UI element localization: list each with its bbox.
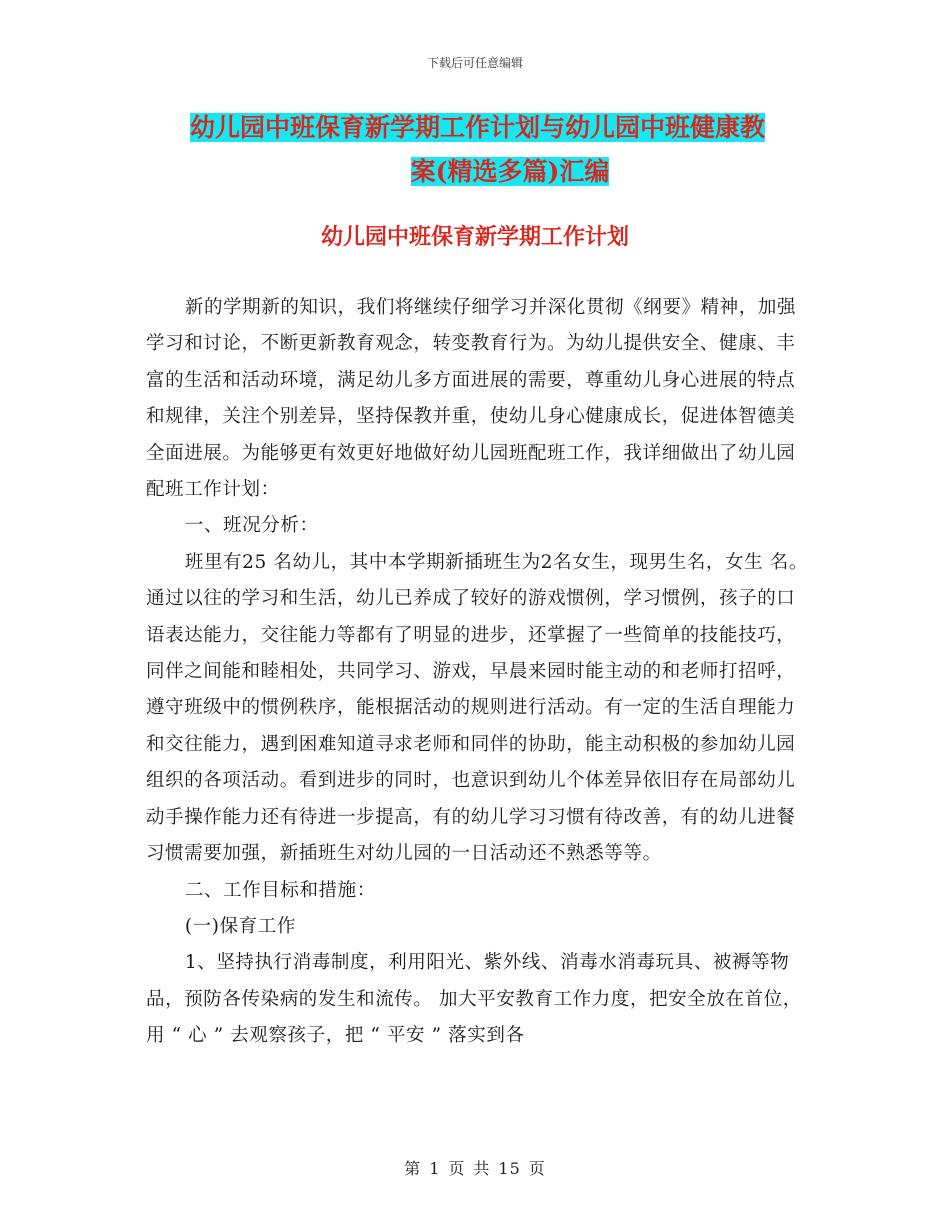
- footer-total-word: 共: [473, 1159, 491, 1178]
- footer-page-word: 页: [448, 1159, 466, 1178]
- title-line-1: 幼儿园中班保育新学期工作计划与幼儿园中班健康教: [190, 113, 766, 142]
- document-title: [190, 106, 810, 194]
- document-body: [146, 290, 810, 1055]
- footer-prefix: 第: [404, 1159, 422, 1178]
- care-work-item-1: 1、坚持执行消毒制度，利用阳光、紫外线、消毒水消毒玩具、被褥等物品，预防各传染病的发生和流传。 加大平安教育工作力度，把安全放在首位，用 “ 心 ” 去观察孩子，把 “ 平安 ” 落实到各: [146, 952, 802, 1047]
- page-footer: [0, 1156, 950, 1179]
- intro-paragraph: 新的学期新的知识，我们将继续仔细学习并深化贯彻《纲要》精神，加强学习和讨论，不断更新教育观念，转变教育行为。为幼儿提供安全、健康、丰富的生活和活动环境，满足幼儿多方面进展的需要，尊重幼儿身心进展的特点和规律，关注个别差异，坚持保教并重，使幼儿身心健康成长，促进体智德美全面进展。为能够更有效更好地做好幼儿园班配班工作，我详细做出了幼儿园配班工作计划：: [146, 297, 797, 501]
- title-line-2: 案(精选多篇)汇编: [410, 157, 610, 186]
- header-note: 下载后可任意编辑: [426, 56, 523, 70]
- heading-care-work: (一)保育工作: [184, 915, 296, 937]
- class-analysis-paragraph: 班里有25 名幼儿，其中本学期新插班生为2名女生，现男生名，女生 名。通过以往的学习和生活，幼儿已养成了较好的游戏惯例，学习惯例，孩子的口语表达能力，交往能力等都有了明显的进步，还掌握了一些简单的技能技巧，同伴之间能和睦相处，共同学习、游戏，早晨来园时能主动的和老师打招呼，遵守班级中的惯例秩序，能根据活动的规则进行活动。有一定的生活自理能力和交往能力，遇到困难知道寻求老师和同伴的协助，能主动积极的参加幼儿园组织的各项活动。看到进步的同时，也意识到幼儿个体差异依旧存在局部幼儿动手操作能力还有待进一步提高，有的幼儿学习习惯有待改善，有的幼儿进餐习惯需要加强，新插班生对幼儿园的一日活动还不熟悉等等。: [146, 551, 808, 865]
- total-pages-number: 15: [498, 1159, 521, 1178]
- heading-class-analysis: 一、班况分析：: [184, 515, 319, 537]
- current-page-number: 1: [429, 1159, 441, 1178]
- heading-goals-measures: 二、工作目标和措施：: [184, 879, 376, 901]
- section-title: 幼儿园中班保育新学期工作计划: [320, 224, 629, 250]
- footer-suffix: 页: [528, 1159, 546, 1178]
